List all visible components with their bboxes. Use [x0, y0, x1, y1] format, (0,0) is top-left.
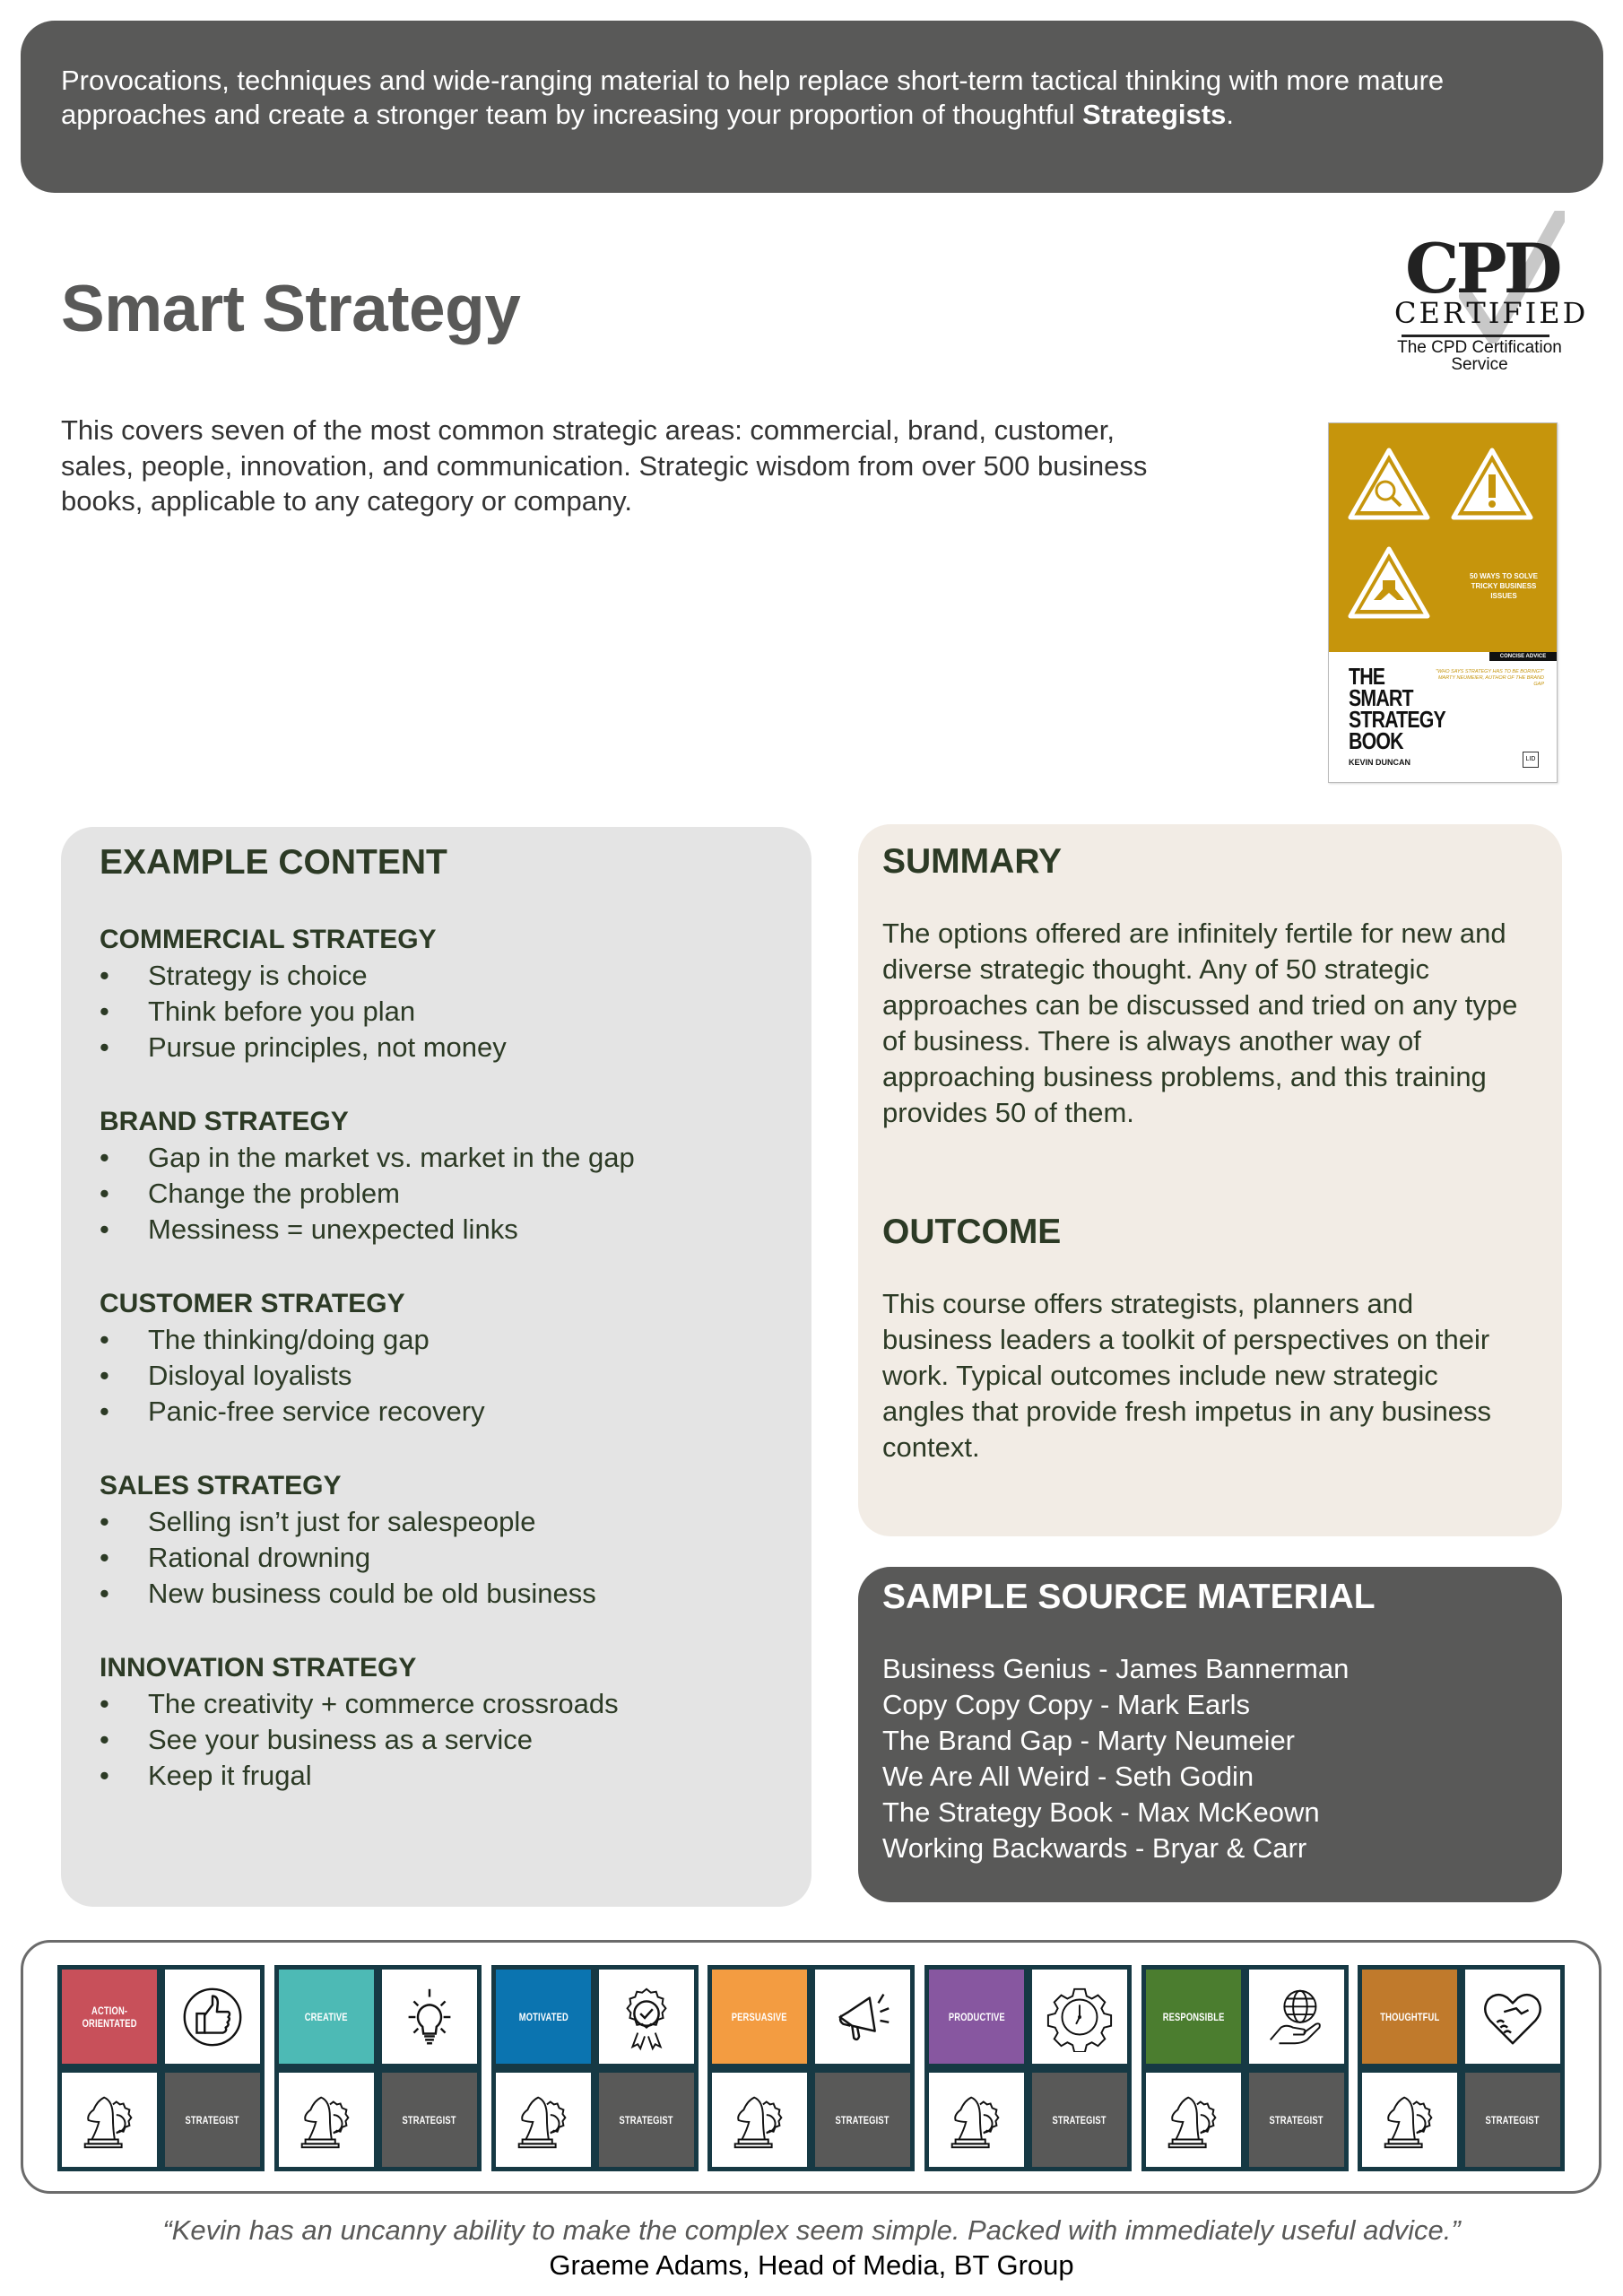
- lightbulb-icon: [395, 1982, 464, 2052]
- bullet-icon: •: [100, 1688, 109, 1719]
- chess-knight-gear-icon: [291, 2085, 361, 2155]
- section-title: COMMERCIAL STRATEGY: [100, 925, 437, 954]
- award-rosette-icon: [612, 1982, 681, 2052]
- list-item: • Selling isn’t just for salespeople: [100, 1504, 799, 1540]
- trait-label-tile: PRODUCTIVE: [929, 1970, 1024, 2064]
- bullet-icon: •: [100, 1506, 109, 1537]
- source-item: The Brand Gap - Marty Neumeier: [882, 1725, 1296, 1756]
- trait-icon-tile: [382, 1970, 477, 2064]
- cpd-certified-logo: [1385, 215, 1592, 377]
- intro-banner: [21, 21, 1603, 193]
- cpd-divider: [1402, 335, 1549, 337]
- chess-knight-gear-icon: [508, 2085, 578, 2155]
- book-tagline: 50 WAYS TO SOLVE TRICKY BUSINESS ISSUES: [1470, 572, 1538, 600]
- strategist-label-tile: STRATEGIST: [1249, 2073, 1344, 2167]
- strategist-icon-tile: [496, 2073, 591, 2167]
- trait-icon-tile: [815, 1970, 910, 2064]
- strategy-section-commercial: [100, 922, 799, 1065]
- banner-text: Provocations, techniques and wide-ranging material to help replace short-term tactical thinking with more mature approaches and create a stronger team by increasing your proportion of thoughtful Strategists.: [61, 65, 1445, 130]
- cpd-certified-text: CERTIFIED: [1394, 296, 1589, 330]
- bullet-icon: •: [100, 1031, 109, 1063]
- example-content-heading: EXAMPLE CONTENT: [100, 843, 447, 882]
- chess-knight-gear-icon: [1375, 2085, 1445, 2155]
- strategist-icon-tile: [929, 2073, 1024, 2167]
- chess-knight-gear-icon: [942, 2085, 1011, 2155]
- intro-paragraph: This covers seven of the most common strategic areas: commercial, brand, customer, sales, people, innovation, and communication. Strategic wisdom from over 500 business books, applicable to any category or company.: [61, 414, 1148, 517]
- book-cover: [1328, 422, 1558, 783]
- strategy-section-innovation: [100, 1650, 799, 1794]
- list-item: • New business could be old business: [100, 1576, 799, 1612]
- trait-icon-tile: [1249, 1970, 1344, 2064]
- trait-icon-tile: [1032, 1970, 1127, 2064]
- strategist-label-tile: STRATEGIST: [165, 2073, 260, 2167]
- strategist-icon-tile: [1146, 2073, 1241, 2167]
- list-item: • The thinking/doing gap: [100, 1322, 799, 1358]
- list-item: • The creativity + commerce crossroads: [100, 1686, 799, 1722]
- list-item: • Rational drowning: [100, 1540, 799, 1576]
- book-series-bar: CONCISE ADVICE: [1489, 652, 1557, 661]
- list-item: • Disloyal loyalists: [100, 1358, 799, 1394]
- trait-icon-tile: [1465, 1970, 1560, 2064]
- trait-group-action-orientated: [57, 1965, 265, 2171]
- bullet-icon: •: [100, 1324, 109, 1355]
- bullet-icon: •: [100, 1360, 109, 1391]
- list-item: • Messiness = unexpected links: [100, 1212, 799, 1248]
- list-item: • Keep it frugal: [100, 1758, 799, 1794]
- testimonial-attribution: Graeme Adams, Head of Media, BT Group: [549, 2249, 1074, 2281]
- warning-exclamation-icon: [1450, 446, 1535, 522]
- strategist-label-tile: STRATEGIST: [815, 2073, 910, 2167]
- book-title: THE SMART STRATEGY BOOK: [1349, 663, 1445, 754]
- cpd-mark: CPD: [1405, 229, 1559, 309]
- bullet-icon: •: [100, 1760, 109, 1791]
- sample-source-card: [858, 1567, 1562, 1902]
- bullet-icon: •: [100, 1142, 109, 1173]
- trait-group-persuasive: [707, 1965, 915, 2171]
- list-item: • Gap in the market vs. market in the gap: [100, 1140, 799, 1176]
- trait-group-productive: [924, 1965, 1132, 2171]
- trait-label-tile: THOUGHTFUL: [1362, 1970, 1457, 2064]
- chess-knight-gear-icon: [74, 2085, 144, 2155]
- gear-clock-icon: [1045, 1982, 1115, 2052]
- bullet-icon: •: [100, 1213, 109, 1245]
- strategy-section-brand: [100, 1104, 799, 1248]
- thumbs-up-icon: [178, 1982, 247, 2052]
- publisher-logo: LID: [1523, 752, 1539, 768]
- strategist-label-tile: STRATEGIST: [382, 2073, 477, 2167]
- trait-icon-tile: [165, 1970, 260, 2064]
- source-item: We Are All Weird - Seth Godin: [882, 1761, 1254, 1792]
- summary-heading: SUMMARY: [882, 842, 1063, 881]
- source-item: The Strategy Book - Max McKeown: [882, 1796, 1320, 1828]
- testimonial-quote: “Kevin has an uncanny ability to make the complex seem simple. Packed with immediately useful advice.”: [162, 2214, 1461, 2246]
- strategist-icon-tile: [712, 2073, 807, 2167]
- trait-icon-tile: [599, 1970, 694, 2064]
- summary-text: The options offered are infinitely fertile for new and diverse strategic thought. Any of 50 strategic approaches can be discussed and tried on any type of business. There is always another way of approaching business problems, and this training provides 50 of them.: [882, 918, 1518, 1128]
- book-quote: "WHO SAYS STRATEGY HAS TO BE BORING?" MARTY NEUMEIER, AUTHOR OF THE BRAND GAP: [1436, 669, 1544, 687]
- book-author: KEVIN DUNCAN: [1349, 758, 1411, 767]
- book-cover-top: [1329, 423, 1557, 652]
- section-title: SALES STRATEGY: [100, 1471, 342, 1500]
- banner-highlight: Strategists: [1082, 99, 1227, 130]
- sources-heading: SAMPLE SOURCE MATERIAL: [882, 1578, 1376, 1616]
- source-item: Business Genius - James Bannerman: [882, 1653, 1350, 1684]
- list-item: • Change the problem: [100, 1176, 799, 1212]
- list-item: • See your business as a service: [100, 1722, 799, 1758]
- outcome-heading: OUTCOME: [882, 1213, 1062, 1251]
- bullet-icon: •: [100, 1724, 109, 1755]
- strategist-label-tile: STRATEGIST: [1465, 2073, 1560, 2167]
- chess-knight-gear-icon: [1159, 2085, 1228, 2155]
- list-item: • Pursue principles, not money: [100, 1030, 799, 1065]
- trait-label-tile: PERSUASIVE: [712, 1970, 807, 2064]
- warning-magnifier-icon: [1347, 446, 1432, 522]
- trait-group-creative: [274, 1965, 482, 2171]
- chess-knight-gear-icon: [725, 2085, 794, 2155]
- strategist-label-tile: STRATEGIST: [599, 2073, 694, 2167]
- page-title: Smart Strategy: [61, 273, 521, 345]
- list-item: • Panic-free service recovery: [100, 1394, 799, 1430]
- section-title: CUSTOMER STRATEGY: [100, 1289, 405, 1318]
- section-title: BRAND STRATEGY: [100, 1107, 349, 1136]
- list-item: • Think before you plan: [100, 994, 799, 1030]
- bullet-icon: •: [100, 1396, 109, 1427]
- strategist-label-tile: STRATEGIST: [1032, 2073, 1127, 2167]
- source-item: Copy Copy Copy - Mark Earls: [882, 1689, 1251, 1720]
- source-item: Working Backwards - Bryar & Carr: [882, 1832, 1307, 1864]
- globe-in-hand-icon: [1262, 1982, 1332, 2052]
- megaphone-icon: [828, 1982, 898, 2052]
- trait-label-tile: MOTIVATED: [496, 1970, 591, 2064]
- summary-outcome-card: [858, 824, 1562, 1536]
- trait-group-responsible: [1141, 1965, 1349, 2171]
- bullet-icon: •: [100, 1542, 109, 1573]
- trait-label-tile: RESPONSIBLE: [1146, 1970, 1241, 2064]
- list-item: • Strategy is choice: [100, 958, 799, 994]
- example-content-card: [61, 827, 812, 1907]
- trait-label-tile: CREATIVE: [279, 1970, 374, 2064]
- strategist-icon-tile: [279, 2073, 374, 2167]
- trait-group-motivated: [491, 1965, 699, 2171]
- bullet-icon: •: [100, 1578, 109, 1609]
- bullet-icon: •: [100, 996, 109, 1027]
- cpd-service-text: The CPD Certification Service: [1397, 338, 1562, 374]
- bullet-icon: •: [100, 960, 109, 991]
- bullet-icon: •: [100, 1178, 109, 1209]
- heart-handshake-icon: [1478, 1982, 1548, 2052]
- strategy-section-customer: [100, 1286, 799, 1430]
- trait-label-tile: ACTION- ORIENTATED: [62, 1970, 157, 2064]
- section-title: INNOVATION STRATEGY: [100, 1653, 417, 1683]
- strategist-icon-tile: [62, 2073, 157, 2167]
- outcome-text: This course offers strategists, planners and business leaders a toolkit of perspectives on their work. Typical outcomes include new strategic angles that provide fresh impetus in any business context.: [882, 1288, 1491, 1463]
- warning-hands-icon: [1347, 544, 1432, 621]
- trait-group-thoughtful: [1358, 1965, 1565, 2171]
- strategy-section-sales: [100, 1468, 799, 1612]
- strategist-icon-tile: [1362, 2073, 1457, 2167]
